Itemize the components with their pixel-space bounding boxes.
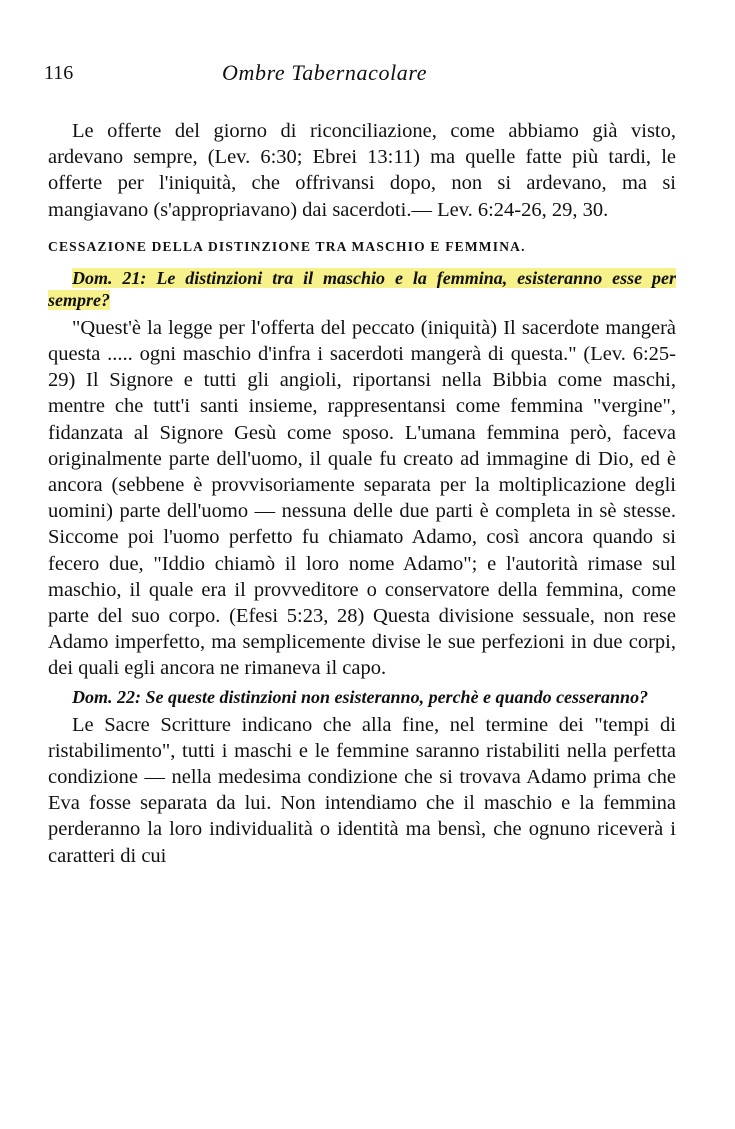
section-heading: CESSAZIONE DELLA DISTINZIONE TRA MASCHIO E FEMMINA. (48, 238, 526, 254)
page-header (44, 60, 674, 90)
question-text: Se queste distinzioni non esisteranno, perchè e quando cesseranno? (145, 686, 649, 707)
answer-21: "Quest'è la legge per l'offerta del peccato (iniquità) Il sacerdote mangerà questa ..... ogni maschio d'infra i sacerdoti mangerà di questa." (Lev. 6:25-29) Il Signore e tutti gli angioli, riportansi nella Bibbia come maschi, mentre che tutt'i santi insieme, rappresentansi come femmina "vergine", fidanzata al Signore Gesù come sposo. L'umana femmina però, faceva originalmente parte dell'uomo, il quale fu creato ad immagine di Dio, ed è ancora (sebbene è provvisoriamente separata per la moltiplicazione degli uomini) parte dell'uomo — nessuna delle due parti è completa in sè stesse. Siccome poi l'uomo perfetto fu chiamato Adamo, così ancora quando si fecero due, "Iddio chiamò il loro nome Adamo"; e l'autorità rimase sul maschio, il quale era il provveditore o conservatore della femmina, come parte del suo corpo. (Efesi 5:23, 28) Questa divisione sessuale, non rese Adamo imperfetto, ma semplicemente divise le sue perfezioni in due corpi, dei quali egli ancora ne rimaneva il capo. (48, 316, 676, 680)
highlighted-question (48, 268, 676, 310)
answer-22: Le Sacre Scritture indicano che alla fine, nel termine dei "tempi di ristabilimento", tutti i maschi e le femmine saranno ristabiliti nella perfetta condizione — nella medesima condizione che si trovava Adamo prima che Eva fosse separata da lui. Non intendiamo che il maschio e la femmina perderanno la loro individualità o identità ma bensì, che ognuno riceverà i caratteri di cui (48, 713, 676, 867)
question-22 (48, 686, 676, 708)
question-label: Dom. 22: (72, 686, 141, 707)
question-21 (48, 267, 676, 311)
page-number: 116 (44, 62, 74, 84)
running-title: Ombre Tabernacolare (222, 60, 428, 85)
question-text: Le distinzioni tra il maschio e la femmina, esisteranno esse per sempre? (48, 267, 677, 310)
paragraph-offerings: Le offerte del giorno di riconciliazione, come abbiamo già visto, ardevano sempre, (Lev. 6:30; Ebrei 13:11) ma quelle fatte più tardi, le offerte per l'iniquità, che offrivansi dopo, non si ardevano, ma si mangiavano (s'appropriavano) dai sacerdoti.— Lev. 6:24-26, 29, 30. (48, 120, 676, 221)
question-label: Dom. 21: (72, 267, 147, 288)
page-body (48, 118, 676, 869)
